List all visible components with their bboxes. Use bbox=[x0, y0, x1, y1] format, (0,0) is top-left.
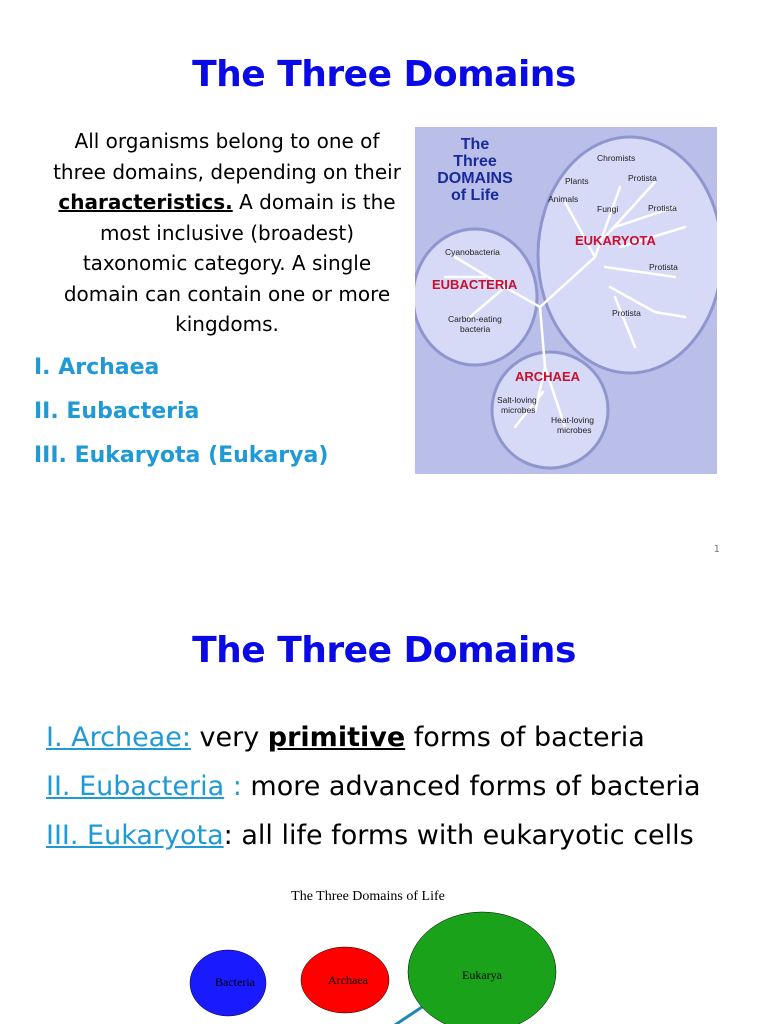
archeae-text-end: forms of bacteria bbox=[405, 722, 645, 753]
label-fungi: Fungi bbox=[597, 204, 619, 214]
label-heat-loving-2: microbes bbox=[557, 425, 592, 435]
slide-1-title: The Three Domains bbox=[192, 54, 576, 95]
label-carbon-eating-1: Carbon-eating bbox=[448, 314, 502, 324]
heading-line-3: DOMAINS bbox=[437, 170, 513, 187]
label-chromists: Chromists bbox=[597, 153, 636, 163]
domain-item-archaea: I. Archaea bbox=[34, 355, 160, 380]
intro-text-end: A domain is the most inclusive (broadest) taxonomic category. A single domain can contain one or more kingdoms. bbox=[63, 190, 396, 336]
label-cyanobacteria: Cyanobacteria bbox=[445, 247, 500, 257]
label-eukarya: Eukarya bbox=[462, 968, 502, 982]
label-protista-3: Protista bbox=[649, 262, 678, 272]
label-eubacteria: EUBACTERIA bbox=[432, 277, 518, 292]
label-archaea-node: Archaea bbox=[328, 973, 368, 987]
slide-2-title: The Three Domains bbox=[192, 630, 576, 671]
definition-eubacteria bbox=[46, 767, 701, 816]
three-domains-diagram bbox=[180, 880, 580, 1024]
intro-text-start: All organisms belong to one of three domains, depending on their bbox=[53, 129, 401, 184]
heading-line-4: of Life bbox=[451, 187, 499, 204]
term-eukaryota: III. Eukaryota bbox=[46, 820, 224, 851]
domain-item-eubacteria: II. Eubacteria bbox=[34, 399, 200, 424]
label-protista-4: Protista bbox=[612, 308, 641, 318]
label-archaea: ARCHAEA bbox=[515, 369, 580, 384]
eubacteria-separator: : bbox=[224, 771, 251, 802]
label-protista-2: Protista bbox=[648, 203, 677, 213]
label-bacteria: Bacteria bbox=[215, 975, 255, 989]
label-salt-loving-2: microbes bbox=[501, 405, 536, 415]
three-domains-of-life-illustration bbox=[415, 127, 717, 474]
term-archeae: I. Archeae: bbox=[46, 722, 191, 753]
label-carbon-eating-2: bacteria bbox=[460, 324, 491, 334]
domain-item-eukaryota: III. Eukaryota (Eukarya) bbox=[34, 443, 329, 468]
keyword-characteristics: characteristics. bbox=[58, 190, 233, 214]
label-protista-1: Protista bbox=[628, 173, 657, 183]
label-heat-loving-1: Heat-loving bbox=[551, 415, 594, 425]
eukaryota-text: : all life forms with eukaryotic cells bbox=[223, 820, 694, 851]
page-number: 1 bbox=[713, 544, 720, 555]
label-salt-loving-1: Salt-loving bbox=[497, 395, 537, 405]
heading-line-1: The bbox=[460, 136, 490, 153]
term-eubacteria: II. Eubacteria bbox=[46, 771, 225, 802]
label-eukaryota: EUKARYOTA bbox=[575, 233, 656, 248]
keyword-primitive: primitive bbox=[267, 722, 406, 753]
heading-line-2: Three bbox=[453, 153, 497, 170]
definition-eukaryota bbox=[46, 816, 701, 865]
diagram-title: The Three Domains of Life bbox=[291, 889, 445, 904]
eubacteria-text: more advanced forms of bacteria bbox=[250, 771, 701, 802]
domain-list bbox=[34, 350, 328, 482]
slide-2 bbox=[0, 568, 768, 1024]
intro-paragraph bbox=[52, 126, 402, 340]
archeae-text-start: very bbox=[190, 722, 268, 753]
label-plants: Plants bbox=[565, 176, 589, 186]
label-animals: Animals bbox=[548, 194, 579, 204]
definition-archeae bbox=[46, 718, 701, 767]
domain-definitions bbox=[46, 718, 701, 865]
